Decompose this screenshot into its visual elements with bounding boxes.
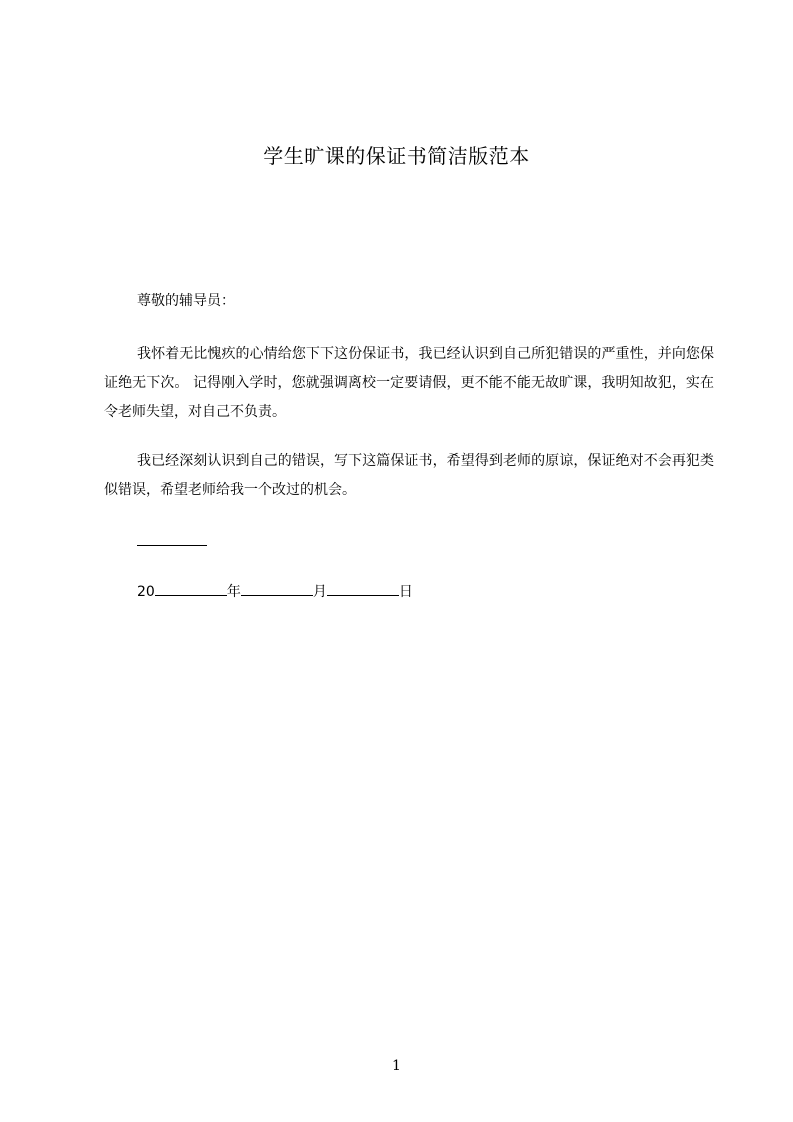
date-year-prefix: 20 — [137, 584, 155, 600]
page-number: 1 — [392, 1058, 401, 1074]
day-label: 日 — [398, 584, 413, 600]
body-paragraph-2: 我已经深刻认识到自己的错误，写下这篇保证书，希望得到老师的原谅，保证绝对不会再犯类似错误，希望老师给我一个改过的机会。 — [104, 453, 714, 498]
document-title: 学生旷课的保证书简洁版范本 — [263, 144, 530, 168]
year-label: 年 — [226, 584, 241, 600]
month-blank — [241, 581, 313, 596]
month-label: 月 — [312, 584, 327, 600]
signature-blank-line — [137, 545, 207, 546]
salutation: 尊敬的辅导员： — [137, 293, 235, 309]
day-blank — [327, 581, 399, 596]
year-blank — [155, 581, 227, 596]
body-paragraph-1: 我怀着无比愧疚的心情给您下下这份保证书，我已经认识到自己所犯错误的严重性，并向您保证绝无下次。 记得刚入学时，您就强调离校一定要请假，更不能不能无故旷课，我明知故犯，实在令老师失望，对自己不负责。 — [104, 346, 714, 420]
date-line — [137, 580, 413, 604]
